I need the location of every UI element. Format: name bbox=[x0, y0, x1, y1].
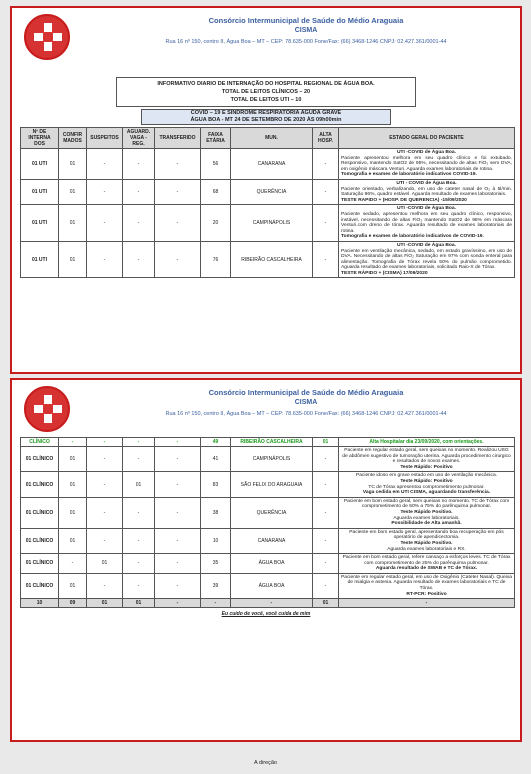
table-cell: - bbox=[201, 599, 231, 608]
table-cell: - bbox=[123, 149, 155, 180]
table-cell: QUERÊNCIA bbox=[231, 179, 313, 204]
status-text: Teste Rápido: Positivo bbox=[400, 478, 453, 484]
org-address: Rua 16 nº 150, centro II, Água Boa – MT – CEP: 78.635-000 Fone/Fax: (66) 3468-1246 CNPJ: 02.427.361/0001-44 bbox=[165, 39, 447, 45]
table-cell: 83 bbox=[201, 472, 231, 497]
status-text: Paciente em bom estado geral, refere cansaço a esforços leves. TC de Tórax com comprometimento de 25% do parênquima pulmonar. bbox=[342, 555, 511, 566]
table-cell: - bbox=[59, 438, 87, 447]
letterhead bbox=[12, 8, 520, 65]
info-clinical-beds: TOTAL DE LEITOS CLÍNICOS – 20 bbox=[221, 89, 311, 95]
table-row bbox=[21, 438, 515, 447]
table-cell: - bbox=[123, 241, 155, 278]
table-cell: 01 UTI bbox=[21, 149, 59, 180]
patient-status bbox=[339, 472, 515, 497]
table-row bbox=[21, 241, 515, 278]
uti-table bbox=[20, 127, 515, 278]
table-cell: 01 CLÍNICO bbox=[21, 573, 59, 598]
status-text: Tomografia e exames de laboratório indicativos COVID-19. bbox=[341, 172, 477, 178]
status-title: UTI -COVID de Água Boa. bbox=[397, 150, 456, 155]
status-text: Vaga cedida em UTI CISMA, aguardando transferência. bbox=[362, 490, 491, 496]
table-cell: 01 bbox=[313, 599, 339, 608]
table-cell: - bbox=[155, 554, 201, 574]
totals-row bbox=[21, 599, 515, 608]
table-cell: 01 bbox=[87, 599, 123, 608]
table-cell: - bbox=[123, 573, 155, 598]
patient-status bbox=[339, 554, 515, 574]
table-cell: CAMPINÁPOLIS bbox=[231, 205, 313, 242]
table-cell: 01 CLÍNICO bbox=[21, 497, 59, 528]
table-cell: 01 CLÍNICO bbox=[21, 472, 59, 497]
col-header: Nº DE INTERNA DOS bbox=[21, 128, 59, 149]
status-text: Aguarda resultado de SWAB e TC de Tórax. bbox=[375, 566, 478, 572]
table-cell: - bbox=[155, 497, 201, 528]
table-cell: - bbox=[313, 179, 339, 204]
table-cell: - bbox=[313, 205, 339, 242]
col-header: TRANSFERIDO bbox=[155, 128, 201, 149]
table-row bbox=[21, 573, 515, 598]
table-cell: SÃO FELIX DO ARAGUAIA bbox=[231, 472, 313, 497]
table-cell: - bbox=[313, 472, 339, 497]
status-text: TESTE RAPIDO + (HOSP. DE QUERENCIA) -15/09/2020 bbox=[341, 197, 467, 203]
table-row bbox=[21, 472, 515, 497]
status-title: UTI -COVID de Água Boa. bbox=[397, 206, 456, 212]
table-cell: - bbox=[155, 241, 201, 278]
table-cell: - bbox=[155, 149, 201, 180]
table-cell: 01 CLÍNICO bbox=[21, 447, 59, 472]
signature: A direção bbox=[254, 760, 277, 766]
table-cell: - bbox=[87, 179, 123, 204]
covid-title: COVID – 19 E SINDROME RESPIRATÓRIA AGUDA GRAVE bbox=[190, 110, 342, 116]
table-cell: - bbox=[339, 599, 515, 608]
col-header: AGUARD. VAGA - REG. bbox=[123, 128, 155, 149]
table-cell: ÁGUA BOA bbox=[231, 573, 313, 598]
status-text: Tomografia e exames de laboratório indicativos de COVID-19. bbox=[341, 234, 484, 240]
patient-status bbox=[339, 179, 515, 204]
table-cell: 10 bbox=[201, 528, 231, 553]
table-cell: 01 CLÍNICO bbox=[21, 554, 59, 574]
table-cell: - bbox=[87, 241, 123, 278]
table-cell: 01 bbox=[123, 599, 155, 608]
col-header: SUSPEITOS bbox=[87, 128, 123, 149]
status-text: Paciente em ventilação mecânica, sedado, em estado gravíssimo, em uso de DVA. Necessitando de altas FiO₂ Saturação em 97% com sonda enteral para alimentação. Tomografia de Tórax revela 50% do pulmão comprometido. Aguarda resultado de exames laboratoriais, solicitado Raio-X de Tórax. bbox=[341, 248, 512, 271]
patient-status bbox=[339, 447, 515, 472]
table-cell: 01 bbox=[59, 205, 87, 242]
table-row bbox=[21, 528, 515, 553]
report-date: ÁGUA BOA - MT 24 DE SETEMBRO DE 2020 ÀS 09h00min bbox=[190, 117, 342, 123]
footer-motto: Eu cuido de você, você cuida de mim bbox=[221, 611, 311, 618]
table-cell: 01 UTI bbox=[21, 179, 59, 204]
table-cell: 01 bbox=[59, 149, 87, 180]
table-cell: CLÍNICO bbox=[21, 438, 59, 447]
table-cell: - bbox=[155, 599, 201, 608]
patient-status bbox=[339, 573, 515, 598]
info-uti-beds: TOTAL DE LEITOS UTI – 10 bbox=[230, 97, 302, 103]
status-text: RT-PCR: Positivo bbox=[406, 591, 447, 597]
table-cell: 10 bbox=[21, 599, 59, 608]
table-cell: 01 bbox=[123, 472, 155, 497]
table-cell: - bbox=[313, 447, 339, 472]
table-cell: 01 bbox=[59, 447, 87, 472]
table-cell: 56 bbox=[201, 149, 231, 180]
org-address: Rua 16 nº 150, centro II, Água Boa – MT – CEP: 78.635-000 Fone/Fax: (66) 3468-1246 CNPJ: 02.427.361/0001-44 bbox=[165, 411, 447, 417]
table-cell: - bbox=[87, 472, 123, 497]
table-cell: - bbox=[87, 438, 123, 447]
clinical-table bbox=[20, 437, 515, 608]
table-cell: - bbox=[155, 205, 201, 242]
table-cell: - bbox=[87, 205, 123, 242]
table-cell: RIBEIRÃO CASCALHEIRA bbox=[231, 241, 313, 278]
table-cell: 01 bbox=[59, 472, 87, 497]
report-page-1 bbox=[10, 6, 522, 374]
table-row bbox=[21, 179, 515, 204]
status-text: Paciente em bom estado geral, sem queixas no momento. TC de Tórax com comprometimento de 50% a 75% do parênquima pulmonar. bbox=[343, 498, 510, 510]
table-cell: - bbox=[87, 149, 123, 180]
table-cell: 76 bbox=[201, 241, 231, 278]
table-cell: 01 bbox=[59, 497, 87, 528]
status-text: Aguarda exames laboratoriais. bbox=[393, 515, 460, 521]
status-text: TESTE RÁPIDO + (CISMA) 17/09/2020 bbox=[341, 270, 428, 276]
table-cell: - bbox=[231, 599, 313, 608]
col-header: ALTA HOSP. bbox=[313, 128, 339, 149]
table-cell: - bbox=[155, 472, 201, 497]
table-cell: CANARANA bbox=[231, 528, 313, 553]
table-cell: 01 UTI bbox=[21, 241, 59, 278]
status-text: Teste Rápido Positivo. bbox=[400, 509, 453, 515]
status-text: Paciente idoso em grave estado em uso de ventilação mecânica. bbox=[355, 473, 498, 479]
letterhead bbox=[12, 380, 520, 437]
report-page-2 bbox=[10, 378, 522, 742]
table-cell: - bbox=[313, 528, 339, 553]
table-cell: - bbox=[123, 179, 155, 204]
table-cell: - bbox=[87, 528, 123, 553]
status-text: Paciente em regular estado geral, sem queixas no momento. Realizou USG de abdômen sugestivo de tumoração uterina. Aguarda procedimento cirurgico e resultados de novos exames. bbox=[342, 448, 511, 465]
patient-status bbox=[339, 241, 515, 278]
table-cell: 35 bbox=[201, 554, 231, 574]
table-cell: - bbox=[155, 447, 201, 472]
table-cell: - bbox=[313, 573, 339, 598]
status-text: Paciente em bom estado geral, apresentando boa recuperação em pós operatório de apendicectomia. bbox=[349, 529, 504, 541]
table-cell: - bbox=[59, 554, 87, 574]
table-row bbox=[21, 554, 515, 574]
table-cell: - bbox=[313, 241, 339, 278]
info-title: INFORMATIVO DIARIO DE INTERNAÇÃO DO HOSPITAL REGIONAL DE ÁGUA BOA. bbox=[157, 81, 375, 87]
table-cell: 39 bbox=[201, 573, 231, 598]
table-cell: - bbox=[123, 205, 155, 242]
patient-status bbox=[339, 205, 515, 242]
table-row bbox=[21, 447, 515, 472]
table-cell: ÁGUA BOA bbox=[231, 554, 313, 574]
status-text: Teste Rápido Positivo. bbox=[400, 540, 453, 546]
table-cell: 41 bbox=[201, 447, 231, 472]
status-text: Paciente orientado, verbalizando, em uso de cateter nasal de O₂ à 5l/min. Saturação 96%, quadro estável. Aguarda resultado de exames laboratoriais. bbox=[341, 186, 512, 198]
table-cell: 01 CLÍNICO bbox=[21, 528, 59, 553]
table-cell: - bbox=[87, 497, 123, 528]
table-cell: 01 UTI bbox=[21, 205, 59, 242]
table-cell: - bbox=[313, 497, 339, 528]
table-cell: 01 bbox=[87, 554, 123, 574]
table-cell: 01 bbox=[59, 179, 87, 204]
table-cell: 01 bbox=[59, 528, 87, 553]
cisma-logo bbox=[24, 14, 70, 60]
covid-box bbox=[141, 109, 391, 125]
table-cell: QUERÊNCIA bbox=[231, 497, 313, 528]
table-cell: - bbox=[313, 554, 339, 574]
table-row bbox=[21, 205, 515, 242]
status-text: Paciente apresentou melhora em seu quadro clínico e foi extubado. Responsivo, mantendo SatO2 de 95%, necessitando de altas FiO₂ sem DVA, em oxigênio máscara Venturi. Aguarda exames laboratoriais de rotina. bbox=[341, 155, 512, 172]
table-cell: CAMPINÁPOLIS bbox=[231, 447, 313, 472]
table-header-row bbox=[21, 128, 515, 149]
table-cell: - bbox=[155, 179, 201, 204]
org-short: CISMA bbox=[294, 399, 318, 406]
table-cell: - bbox=[87, 447, 123, 472]
table-cell: 20 bbox=[201, 205, 231, 242]
status-text: Possibilidade de Alta amanhã. bbox=[391, 521, 462, 527]
table-cell: - bbox=[155, 573, 201, 598]
patient-status bbox=[339, 149, 515, 180]
cisma-logo bbox=[24, 386, 70, 432]
table-cell: 38 bbox=[201, 497, 231, 528]
patient-status bbox=[339, 497, 515, 528]
table-cell: - bbox=[313, 149, 339, 180]
table-cell: - bbox=[123, 497, 155, 528]
org-name: Consórcio Intermunicipal de Saúde do Médio Araguaia bbox=[208, 388, 404, 397]
status-text: Paciente sedado, apresentou melhora em seu quadro clínico, responsivo, instável, necessitando de altas FiO₂ mantendo SatO2 de 96% em máscara Venturi.com dreno de tórax. Aguarda resultado de exames laboratoriais de rotina. bbox=[341, 211, 512, 234]
table-cell: 01 bbox=[59, 241, 87, 278]
org-short: CISMA bbox=[294, 27, 318, 34]
table-cell: 49 bbox=[201, 438, 231, 447]
table-cell: 68 bbox=[201, 179, 231, 204]
col-header: ESTADO GERAL DO PACIENTE bbox=[339, 128, 515, 149]
status-title: UTI - COVID de Água Boa. bbox=[396, 180, 457, 186]
table-cell: RIBEIRÃO CASCALHEIRA bbox=[231, 438, 313, 447]
table-cell: - bbox=[123, 438, 155, 447]
table-row bbox=[21, 497, 515, 528]
table-cell: - bbox=[123, 554, 155, 574]
status-title: UTI -COVID de Água Boa. bbox=[397, 242, 456, 248]
status-text: TC de Tórax apresentou comprometimento pulmonar. bbox=[368, 484, 485, 490]
col-header: FAIXA ETÁRIA bbox=[201, 128, 231, 149]
table-cell: - bbox=[123, 528, 155, 553]
table-cell: CANARANA bbox=[231, 149, 313, 180]
col-header: MUN. bbox=[231, 128, 313, 149]
org-name: Consórcio Intermunicipal de Saúde do Médio Araguaia bbox=[208, 16, 404, 25]
table-cell: - bbox=[87, 573, 123, 598]
status-text: Paciente em regular estado geral, em uso de Oxigênio (Cateter Nasal). Queixa de mialgia e astenia. Aguarda resultado de exames laboratoriais e TC de Tórax. bbox=[341, 574, 512, 592]
table-cell: 01 bbox=[313, 438, 339, 447]
table-cell: - bbox=[123, 447, 155, 472]
table-row bbox=[21, 149, 515, 180]
table-cell: 01 bbox=[59, 573, 87, 598]
table-cell: - bbox=[155, 438, 201, 447]
table-cell: - bbox=[155, 528, 201, 553]
info-box bbox=[116, 77, 416, 107]
table-cell: 09 bbox=[59, 599, 87, 608]
status-text: Teste Rápido: Positivo bbox=[400, 464, 453, 470]
status-text: Aguarda exames laboratoriais e RX. bbox=[387, 546, 466, 552]
col-header: CONFIR MADOS bbox=[59, 128, 87, 149]
patient-status: Alta Hospitalar dia 23/09/2020, com orientações. bbox=[339, 438, 515, 447]
patient-status bbox=[339, 528, 515, 553]
